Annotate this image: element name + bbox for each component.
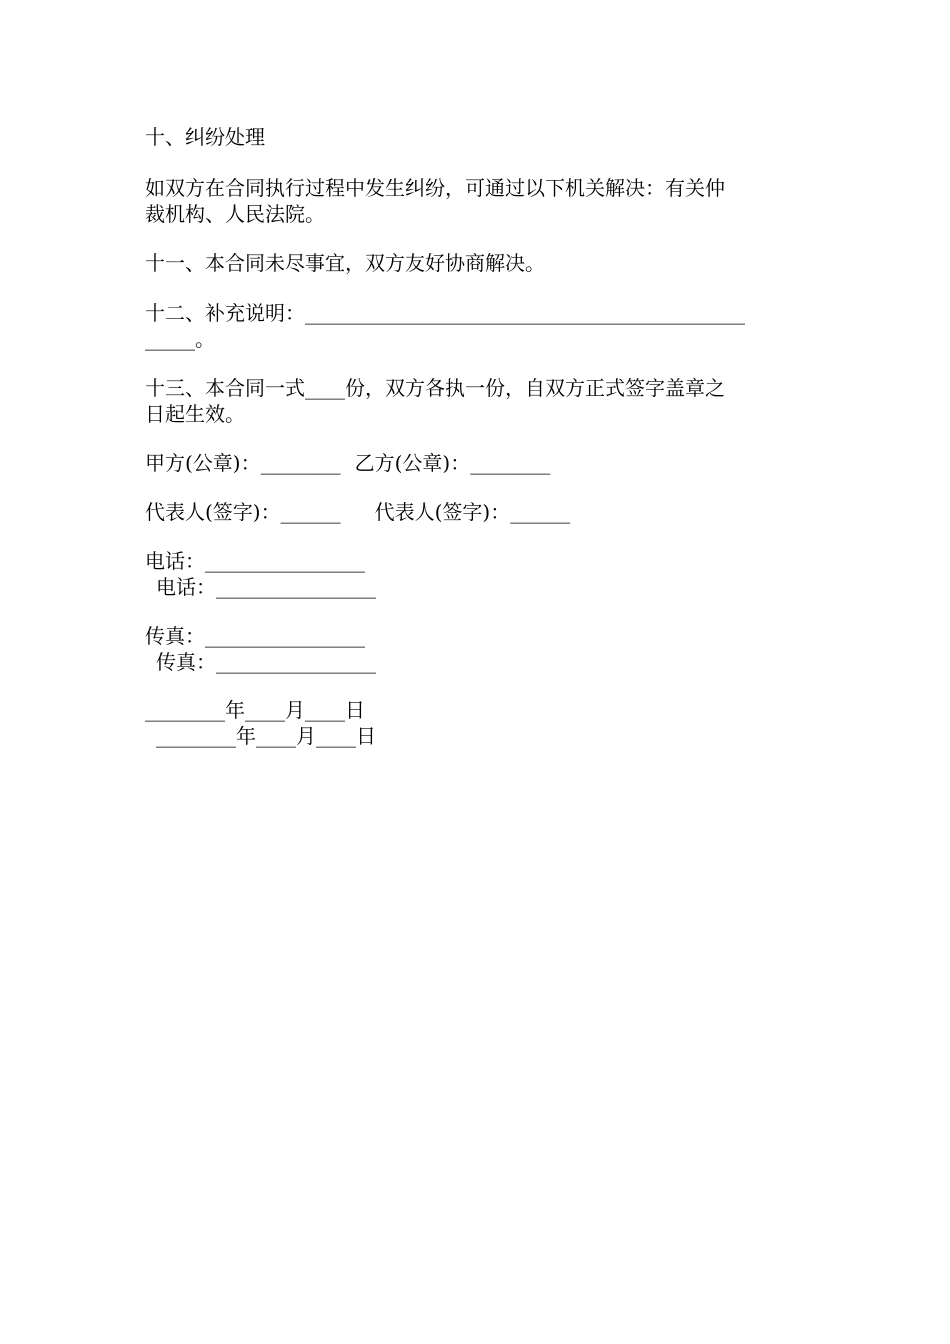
section-13-line1: 十三、本合同一式____份，双方各执一份，自双方正式签字盖章之 — [145, 376, 725, 400]
party-a-phone-field: 电话：________________ — [145, 549, 365, 573]
party-a-seal-field: 甲方(公章)：________ — [145, 451, 341, 475]
party-b-phone-field: 电话：________________ — [156, 575, 376, 599]
section-12-line2: _____。 — [145, 327, 215, 351]
party-b-date-field: ________年____月____日 — [156, 724, 376, 748]
section-10-body-line1: 如双方在合同执行过程中发生纠纷，可通过以下机关解决：有关仲 — [145, 176, 725, 200]
representative-row — [145, 499, 570, 525]
seal-row — [145, 450, 550, 476]
party-a-date-field: ________年____月____日 — [145, 698, 365, 722]
section-10-body-line2: 裁机构、人民法院。 — [145, 202, 325, 226]
party-b-fax-field: 传真：________________ — [156, 650, 376, 674]
section-10-heading: 十、纠纷处理 — [145, 125, 265, 149]
section-12-line1: 十二、补充说明：____________________________________________ — [145, 301, 745, 325]
party-a-fax-field: 传真：________________ — [145, 624, 365, 648]
party-a-representative-field: 代表人(签字)：______ — [145, 500, 341, 524]
party-b-seal-field: 乙方(公章)：________ — [354, 451, 551, 475]
section-13-line2: 日起生效。 — [145, 402, 245, 426]
section-11: 十一、本合同未尽事宜，双方友好协商解决。 — [145, 251, 545, 275]
party-b-representative-field: 代表人(签字)：______ — [374, 500, 571, 524]
